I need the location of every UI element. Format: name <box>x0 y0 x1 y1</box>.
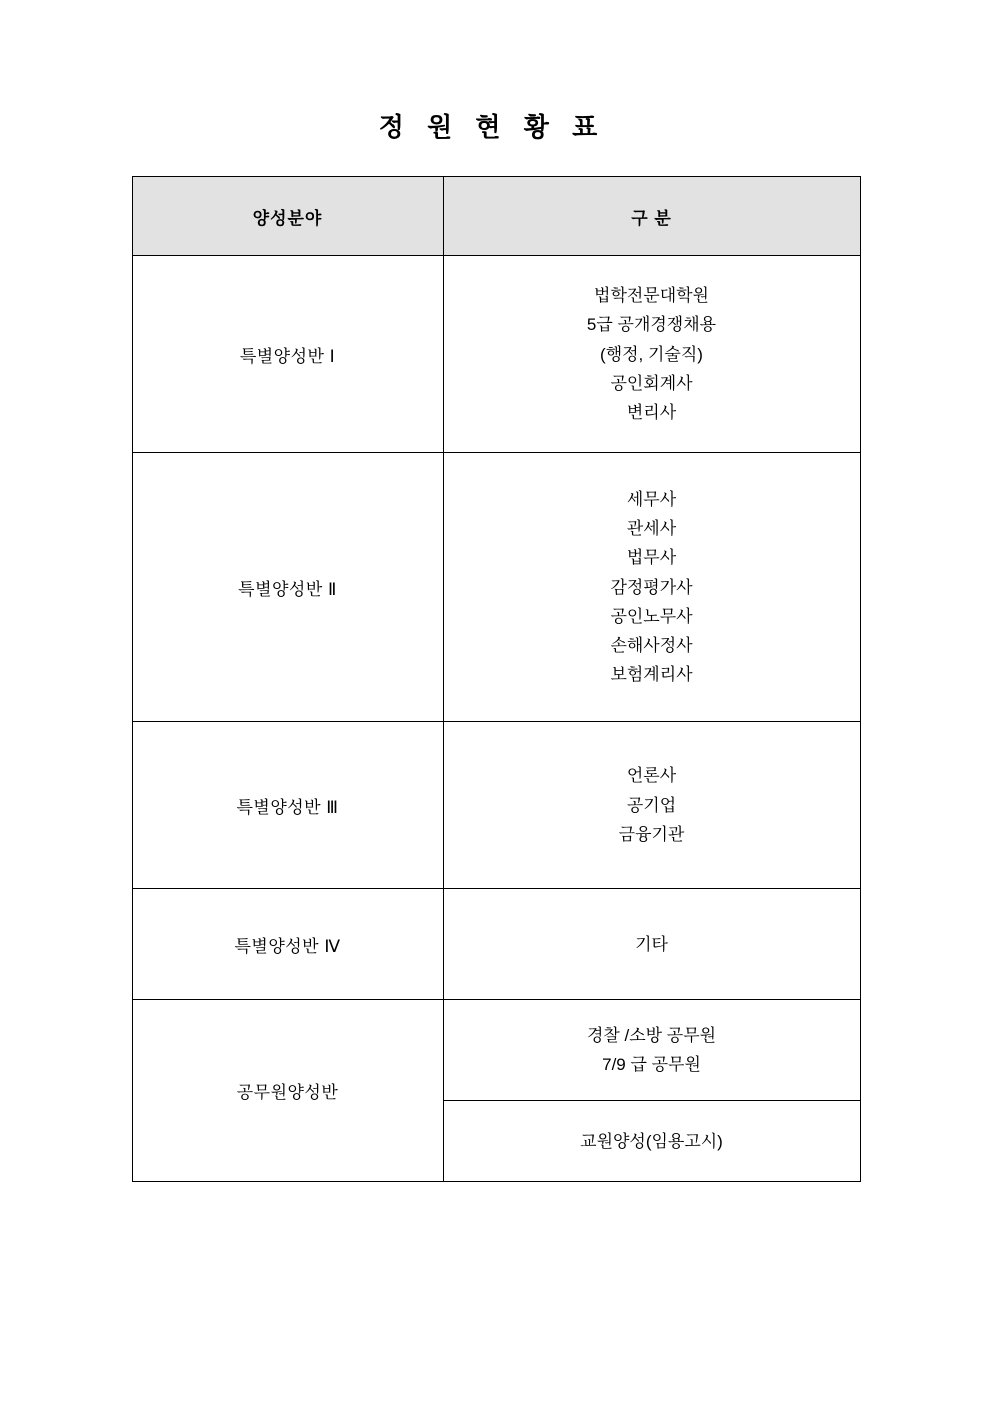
division-line: 감정평가사 <box>610 577 693 597</box>
division-line: 경찰 /소방 공무원 <box>586 1025 717 1045</box>
division-line: 공인회계사 <box>610 373 693 393</box>
division-cell <box>443 1101 860 1182</box>
field-cell: 특별양성반 Ⅳ <box>132 889 443 1000</box>
column-header-field: 양성분야 <box>132 177 443 256</box>
division-line: 언론사 <box>626 766 677 786</box>
table-container <box>0 176 992 1182</box>
division-cell <box>443 889 860 1000</box>
division-line: 관세사 <box>626 519 677 539</box>
table-row <box>132 1000 860 1101</box>
table-body <box>132 256 860 1182</box>
division-line: (행정, 기술직) <box>600 344 703 364</box>
table-row <box>132 256 860 453</box>
division-cell <box>443 1000 860 1101</box>
division-line: 법학전문대학원 <box>594 286 709 306</box>
division-line: 세무사 <box>626 489 677 509</box>
division-line: 5급 공개경쟁채용 <box>586 315 717 335</box>
field-cell: 공무원양성반 <box>132 1000 443 1182</box>
table-row <box>132 453 860 722</box>
division-line: 교원양성(임용고시) <box>580 1131 723 1151</box>
table-header <box>132 177 860 256</box>
division-cell <box>443 256 860 453</box>
division-line: 변리사 <box>626 403 677 423</box>
table-row <box>132 722 860 889</box>
division-line: 법무사 <box>626 548 677 568</box>
field-cell: 특별양성반 Ⅲ <box>132 722 443 889</box>
table-header-row <box>132 177 860 256</box>
quota-status-table <box>132 176 861 1182</box>
division-line: 보험계리사 <box>610 665 693 685</box>
division-line: 금융기관 <box>618 824 685 844</box>
division-line: 7/9 급 공무원 <box>602 1055 701 1075</box>
division-line: 손해사정사 <box>610 636 693 656</box>
field-cell: 특별양성반 Ⅱ <box>132 453 443 722</box>
table-row <box>132 889 860 1000</box>
division-line: 공인노무사 <box>610 606 693 626</box>
column-header-division: 구 분 <box>443 177 860 256</box>
page-title: 정 원 현 황 표 <box>378 112 606 142</box>
field-cell: 특별양성반 Ⅰ <box>132 256 443 453</box>
division-line: 기타 <box>635 934 668 954</box>
division-cell <box>443 453 860 722</box>
division-line: 공기업 <box>626 795 677 815</box>
division-cell <box>443 722 860 889</box>
